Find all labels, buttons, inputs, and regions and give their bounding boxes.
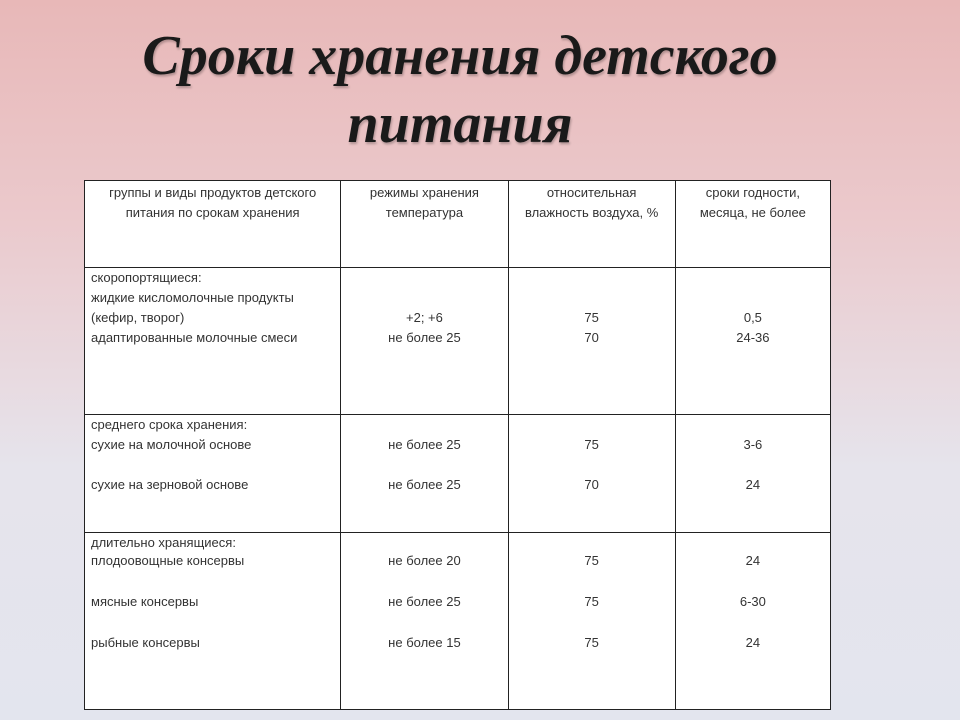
table-header-row <box>85 181 831 268</box>
humidity-value: 70 <box>584 330 599 345</box>
humidity-value: 75 <box>584 437 599 452</box>
storage-table <box>84 180 831 710</box>
row-long-term-shelf-life <box>675 533 830 710</box>
product-item: адаптированные молочные смеси <box>91 330 298 345</box>
humidity-value: 75 <box>584 594 599 609</box>
row-medium-humidity <box>508 415 675 533</box>
row-perishable-groups <box>85 268 341 415</box>
row-perishable-shelf-life <box>675 268 830 415</box>
table-row <box>85 268 831 415</box>
product-item: жидкие кисломолочные продукты <box>91 290 294 305</box>
title-line-1: Сроки хранения детского <box>142 25 778 87</box>
page-title <box>0 22 920 158</box>
temperature-value: не более 25 <box>388 437 461 452</box>
group-title: среднего срока хранения: <box>91 417 248 432</box>
row-perishable-humidity <box>508 268 675 415</box>
product-item: сухие на зерновой основе <box>91 477 249 492</box>
header-shelf-life: сроки годности, месяца, не более <box>675 181 830 268</box>
product-item: рыбные консервы <box>91 635 200 650</box>
group-title: скоропортящиеся: <box>91 270 202 285</box>
shelf-life-value: 0,5 <box>743 310 762 325</box>
row-long-term-groups <box>85 533 341 710</box>
shelf-life-value: 24 <box>745 553 761 568</box>
row-medium-groups <box>85 415 341 533</box>
temperature-value: +2; +6 <box>406 310 443 325</box>
humidity-value: 75 <box>584 310 599 325</box>
row-medium-temperature <box>341 415 508 533</box>
row-long-term-humidity <box>508 533 675 710</box>
product-item: плодоовощные консервы <box>91 553 245 568</box>
humidity-value: 75 <box>584 635 599 650</box>
shelf-life-value: 24-36 <box>736 330 770 345</box>
temperature-value: не более 25 <box>388 477 461 492</box>
shelf-life-value: 3-6 <box>743 437 763 452</box>
humidity-value: 75 <box>584 553 599 568</box>
header-storage-temperature: режимы хранения температура <box>341 181 508 268</box>
table-row <box>85 533 831 710</box>
temperature-value: не более 15 <box>388 635 461 650</box>
title-line-2: питания <box>347 93 573 155</box>
header-product-groups: группы и виды продуктов детского питания по срокам хранения <box>85 181 341 268</box>
shelf-life-value: 6-30 <box>739 594 766 609</box>
row-medium-shelf-life <box>675 415 830 533</box>
product-item: сухие на молочной основе <box>91 437 252 452</box>
temperature-value: не более 20 <box>388 553 461 568</box>
product-item: мясные консервы <box>91 594 199 609</box>
row-long-term-temperature <box>341 533 508 710</box>
shelf-life-value: 24 <box>745 635 761 650</box>
table-row <box>85 415 831 533</box>
temperature-value: не более 25 <box>388 330 461 345</box>
header-humidity: относительная влажность воздуха, % <box>508 181 675 268</box>
shelf-life-value: 24 <box>745 477 761 492</box>
product-item: (кефир, творог) <box>91 310 185 325</box>
humidity-value: 70 <box>584 477 599 492</box>
row-perishable-temperature <box>341 268 508 415</box>
group-title: длительно хранящиеся: <box>91 535 236 550</box>
temperature-value: не более 25 <box>388 594 461 609</box>
